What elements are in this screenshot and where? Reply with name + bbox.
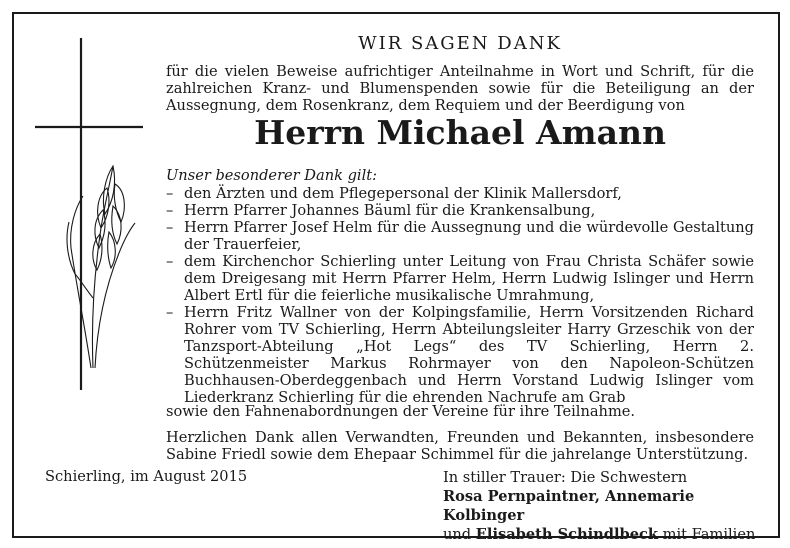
closing-line: sowie den Fahnenabordnungen der Vereine für ihre Teilnahme. [166, 403, 636, 420]
thanks-list-item-text: Herrn Fritz Wallner von der Kolpingsfamilie, Herrn Vorsitzenden Richard Rohrer vom TV Schierling, Herrn Abteilungsleiter Harry Grzeschik von der Tanzsport-Abteilung „Hot Legs“ des TV Schierling, Herrn 2. Schützenmeister Markus Rohrmayer von den Napoleon-Schützen Buchhausen-Oberdeggenbach und Herrn Vorstand Ludwig Islinger vom Liederkranz Schierling für die ehrenden Nachrufe am Grab [184, 304, 754, 406]
thanks-list-item-text: den Ärzten und dem Pflegepersonal der Klinik Mallersdorf, [184, 185, 622, 202]
thanks-list-item-text: Herrn Pfarrer Josef Helm für die Aussegnung und die würdevolle Gestaltung der Trauerfeier, [184, 219, 754, 253]
wheat-ear-icon [67, 166, 135, 368]
signature-suffix: mit Familien [662, 526, 756, 543]
signature-prefix: und [443, 526, 472, 543]
signature-line-3 [443, 525, 763, 544]
deceased-name: Herrn Michael Amann [254, 113, 666, 152]
cross-icon [35, 38, 143, 390]
signature-line-1: In stiller Trauer: Die Schwestern [443, 469, 688, 486]
thanks-list-item: – Herrn Fritz Wallner von der Kolpingsfamilie, Herrn Vorsitzenden Richard Rohrer vom TV Schierling, Herrn Abteilungsleiter Harry Grzeschik von der Tanzsport-Abteilung „Hot Legs“ des TV Schierling, Herrn 2. Schützenmeister Markus Rohrmayer von den Napoleon-Schützen Buchhausen-Oberdeggenbach und Herrn Vorstand Ludwig Islinger vom Liederkranz Schierling für die ehrenden Nachrufe am Grab [166, 304, 754, 406]
thanks-list-item: – den Ärzten und dem Pflegepersonal der Klinik Mallersdorf, [166, 185, 622, 202]
signature [443, 468, 763, 544]
heartfelt-thanks: Herzlichen Dank allen Verwandten, Freunden und Bekannten, insbesondere Sabine Friedl sowie dem Ehepaar Schimmel für die jahrelange Unterstützung. [166, 429, 754, 463]
place-date: Schierling, im August 2015 [45, 468, 248, 485]
thanks-list [166, 185, 754, 406]
heading: WIR SAGEN DANK [358, 33, 562, 54]
intro-text: für die vielen Beweise aufrichtiger Anteilnahme in Wort und Schrift, für die zahlreichen Kranz- und Blumenspenden sowie für die Beteiligung an der Aussegnung, dem Rosenkranz, dem Requiem und der Beerdigung von [166, 63, 754, 114]
thanks-list-item-text: dem Kirchenchor Schierling unter Leitung von Frau Christa Schäfer sowie dem Dreigesang mit Herrn Pfarrer Helm, Herrn Ludwig Islinger und Herrn Albert Ertl für die feierliche musikalische Umrahmung, [184, 253, 754, 304]
special-thanks-label: Unser besonderer Dank gilt: [166, 167, 378, 184]
thanks-list-item: – Herrn Pfarrer Johannes Bäuml für die Krankensalbung, [166, 202, 596, 219]
signature-names: Rosa Pernpaintner, Annemarie Kolbinger [443, 488, 695, 524]
thanks-list-item: – dem Kirchenchor Schierling unter Leitung von Frau Christa Schäfer sowie dem Dreigesang mit Herrn Pfarrer Helm, Herrn Ludwig Islinger und Herrn Albert Ertl für die feierliche musikalische Umrahmung, [166, 253, 754, 304]
thanks-list-item-text: Herrn Pfarrer Johannes Bäuml für die Krankensalbung, [184, 202, 596, 219]
signature-line-2 [443, 487, 763, 525]
signature-name-3: Elisabeth Schindlbeck [475, 526, 659, 543]
thanks-list-item: – Herrn Pfarrer Josef Helm für die Aussegnung und die würdevolle Gestaltung der Trauerfeier, [166, 219, 754, 253]
